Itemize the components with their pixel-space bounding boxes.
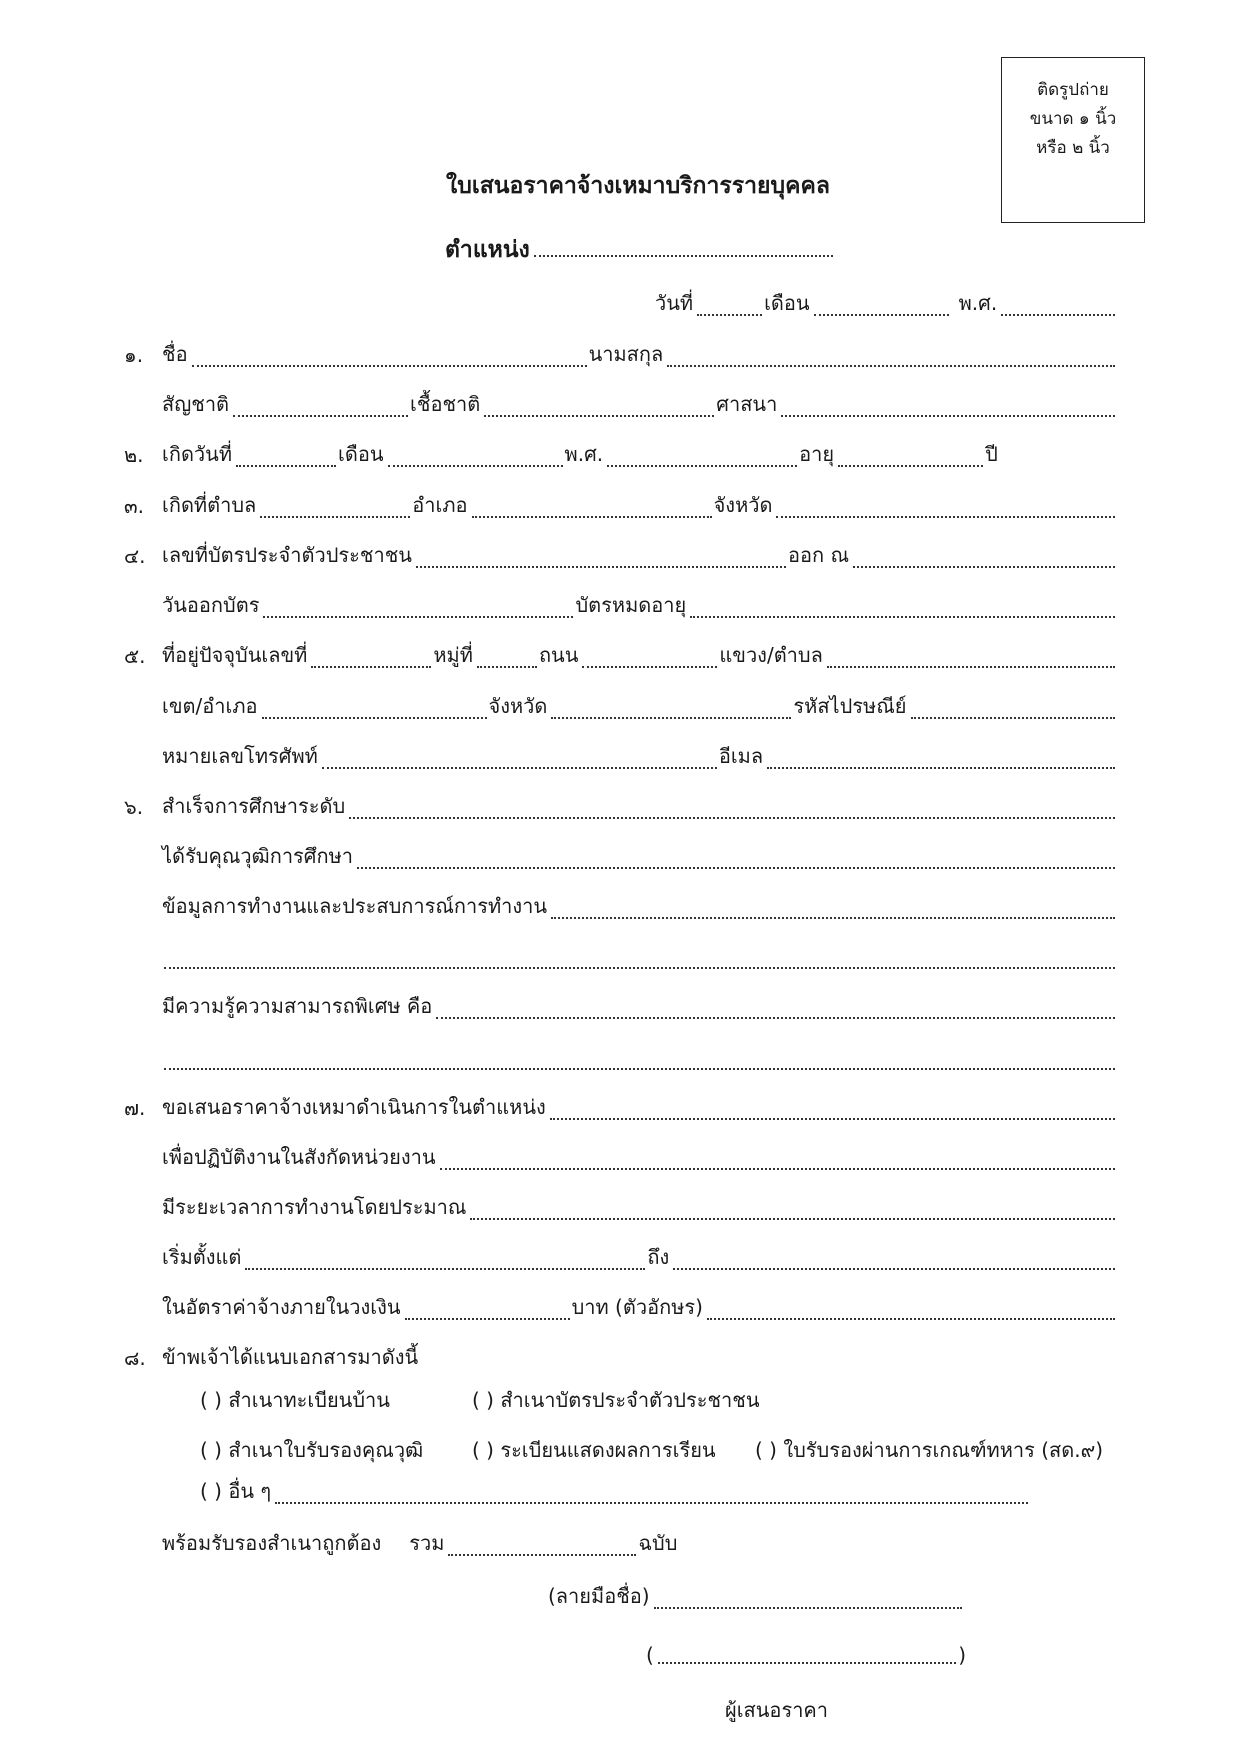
signature-row (548, 1585, 964, 1615)
date-row (655, 292, 1117, 322)
phone-field[interactable] (322, 766, 717, 769)
birth-month-field[interactable] (388, 464, 563, 467)
first-name-field[interactable] (192, 364, 587, 367)
s2-row (124, 442, 1117, 473)
option-degree-certificate[interactable]: ( ) สำเนาใบรับรองคุณวุฒิ (200, 1438, 424, 1462)
skills-field[interactable] (436, 1016, 1115, 1019)
last-name-field[interactable] (667, 364, 1115, 367)
duration-label: มีระยะเวลาการทำงานโดยประมาณ (162, 1195, 467, 1219)
road-field[interactable] (582, 665, 717, 668)
total-label: รวม (409, 1531, 445, 1555)
photo-box-line1: ติดรูปถ่าย (1037, 80, 1109, 100)
offer-position-field[interactable] (550, 1117, 1115, 1120)
signature-label: (ลายมือชื่อ) (548, 1584, 650, 1608)
option-id-card-copy[interactable]: ( ) สำเนาบัตรประจำตัวประชาชน (472, 1388, 760, 1412)
s1-number: ๑. (124, 343, 144, 367)
s5-row2 (162, 695, 1117, 725)
race-label: เชื้อชาติ (410, 392, 481, 416)
date-year-label: พ.ศ. (958, 291, 998, 315)
issue-date-field[interactable] (263, 615, 573, 618)
district-field[interactable] (262, 716, 487, 719)
option-other-field[interactable] (275, 1501, 1028, 1504)
email-label: อีเมล (718, 744, 764, 768)
degree-field[interactable] (357, 866, 1115, 869)
s8-number: ๘. (124, 1346, 146, 1370)
s3-number: ๓. (124, 494, 145, 518)
s7-number: ๗. (124, 1096, 146, 1120)
issue-date-label: วันออกบัตร (162, 593, 260, 617)
education-level-label: สำเร็จการศึกษาระดับ (162, 794, 346, 818)
id-number-label: เลขที่บัตรประจำตัวประชาชน (162, 543, 412, 567)
age-label: อายุ (799, 442, 835, 466)
open-paren: ( (646, 1643, 654, 1667)
expiry-field[interactable] (690, 615, 1115, 618)
nationality-label: สัญชาติ (162, 392, 230, 416)
s6-number: ๖. (124, 795, 144, 819)
option-house-registration[interactable]: ( ) สำเนาทะเบียนบ้าน (200, 1388, 390, 1412)
first-name-label: ชื่อ (162, 342, 188, 366)
s1-row2 (162, 393, 1117, 423)
house-no-field[interactable] (311, 665, 431, 668)
last-name-label: นามสกุล (588, 342, 664, 366)
issued-at-label: ออก ณ (787, 543, 849, 567)
district-label: เขต/อำเภอ (162, 694, 258, 718)
s2-number: ๒. (124, 443, 144, 467)
postcode-label: รหัสไปรษณีย์ (793, 694, 907, 718)
rate-letters-field[interactable] (707, 1317, 1115, 1320)
s5-row3 (162, 745, 1117, 775)
page-title: ใบเสนอราคาจ้างเหมาบริการรายบุคคล (446, 173, 830, 199)
s6-row5 (162, 995, 1117, 1025)
education-level-field[interactable] (349, 816, 1115, 819)
birth-year-label: พ.ศ. (564, 442, 604, 466)
s5-row1 (124, 643, 1117, 674)
end-date-label: ถึง (647, 1245, 670, 1269)
end-date-field[interactable] (673, 1267, 1115, 1270)
date-year-field[interactable] (1001, 313, 1115, 316)
s7-row5 (162, 1296, 1117, 1326)
birth-month-label: เดือน (338, 442, 384, 466)
skills-label: มีความรู้ความสามารถพิเศษ คือ (162, 994, 433, 1018)
race-field[interactable] (484, 414, 714, 417)
birth-day-field[interactable] (236, 464, 336, 467)
birth-subdistrict-field[interactable] (260, 515, 410, 518)
s5-number: ๕. (124, 644, 146, 668)
nationality-field[interactable] (233, 414, 408, 417)
birth-district-label: อำเภอ (412, 493, 468, 517)
work-unit-field[interactable] (440, 1167, 1116, 1170)
start-date-field[interactable] (245, 1267, 645, 1270)
religion-label: ศาสนา (716, 392, 778, 416)
work-unit-label: เพื่อปฏิบัติงานในสังกัดหน่วยงาน (162, 1145, 436, 1169)
id-number-field[interactable] (416, 565, 786, 568)
signer-role: ผู้เสนอราคา (725, 1698, 829, 1722)
s4-row2 (162, 594, 1117, 624)
birth-province-label: จังหวัด (713, 493, 773, 517)
subdistrict-field[interactable] (827, 665, 1115, 668)
date-day-label: วันที่ (655, 291, 694, 315)
date-month-label: เดือน (764, 291, 810, 315)
date-month-field[interactable] (814, 313, 949, 316)
position-field[interactable] (534, 254, 833, 257)
issued-at-field[interactable] (853, 565, 1115, 568)
birth-subdistrict-label: เกิดที่ตำบล (162, 493, 257, 517)
experience-label: ข้อมูลการทำงานและประสบการณ์การทำงาน (162, 894, 548, 918)
option-other[interactable]: ( ) อื่น ๆ (200, 1479, 272, 1503)
option-other-row (200, 1480, 1030, 1510)
road-label: ถนน (538, 643, 579, 667)
religion-field[interactable] (781, 414, 1115, 417)
s6-row4 (162, 945, 1117, 975)
moo-label: หมู่ที่ (433, 643, 473, 667)
skills-field-line2[interactable] (164, 1067, 1115, 1070)
position-label: ตำแหน่ง (445, 237, 530, 263)
rate-label: ในอัตราค่าจ้างภายในวงเงิน (162, 1295, 401, 1319)
subdistrict-label: แขวง/ตำบล (719, 643, 823, 667)
certify-label: พร้อมรับรองสำเนาถูกต้อง (162, 1531, 382, 1555)
rate-amount-field[interactable] (405, 1317, 570, 1320)
date-day-field[interactable] (697, 313, 762, 316)
postcode-field[interactable] (911, 716, 1116, 719)
offer-position-label: ขอเสนอราคาจ้างเหมาดำเนินการในตำแหน่ง (162, 1095, 546, 1119)
attachments-intro: ข้าพเจ้าได้แนบเอกสารมาดังนี้ (162, 1345, 419, 1369)
option-transcript[interactable]: ( ) ระเบียนแสดงผลการเรียน (472, 1438, 716, 1462)
close-paren: ) (958, 1643, 966, 1667)
signature-field[interactable] (654, 1606, 962, 1609)
s6-row2 (162, 845, 1117, 875)
experience-field-line2[interactable] (164, 966, 1115, 969)
option-military-certificate[interactable]: ( ) ใบรับรองผ่านการเกณฑ์ทหาร (สด.๙) (755, 1438, 1104, 1462)
s6-row3 (162, 895, 1117, 925)
printed-name-row (646, 1640, 968, 1670)
birth-year-field[interactable] (607, 464, 797, 467)
s7-row1 (124, 1095, 1117, 1126)
s7-row4 (162, 1246, 1117, 1276)
s8-row1 (124, 1345, 1117, 1376)
s6-row1 (124, 794, 1117, 825)
s4-row1 (124, 543, 1117, 574)
duration-field[interactable] (470, 1217, 1115, 1220)
birth-province-field[interactable] (776, 515, 1115, 518)
s7-row2 (162, 1146, 1117, 1176)
certify-row (162, 1532, 702, 1562)
copies-label: ฉบับ (638, 1531, 678, 1555)
position-row (445, 232, 835, 271)
province-field[interactable] (551, 716, 791, 719)
expiry-label: บัตรหมดอายุ (575, 593, 687, 617)
house-no-label: ที่อยู่ปัจจุบันเลขที่ (162, 643, 308, 667)
experience-field[interactable] (551, 916, 1115, 919)
email-field[interactable] (767, 766, 1115, 769)
s4-number: ๔. (124, 544, 146, 568)
degree-label: ได้รับคุณวุฒิการศึกษา (162, 844, 354, 868)
baht-letters-label: บาท (ตัวอักษร) (571, 1295, 703, 1319)
s6-row6 (162, 1046, 1117, 1076)
phone-label: หมายเลขโทรศัพท์ (162, 744, 318, 768)
age-unit-label: ปี (985, 442, 998, 466)
birth-day-label: เกิดวันที่ (162, 442, 233, 466)
photo-box-line2: ขนาด ๑ นิ้ว (1029, 109, 1117, 129)
start-date-label: เริ่มตั้งแต่ (162, 1245, 242, 1269)
printed-name-field[interactable] (658, 1661, 956, 1664)
province-label: จังหวัด (488, 694, 548, 718)
s1-row1 (124, 342, 1117, 373)
s3-row (124, 493, 1117, 524)
s7-row3 (162, 1196, 1117, 1226)
moo-field[interactable] (477, 665, 537, 668)
total-copies-field[interactable] (448, 1553, 636, 1556)
photo-box-line3: หรือ ๒ นิ้ว (1036, 138, 1110, 158)
birth-district-field[interactable] (472, 515, 712, 518)
age-field[interactable] (838, 464, 983, 467)
